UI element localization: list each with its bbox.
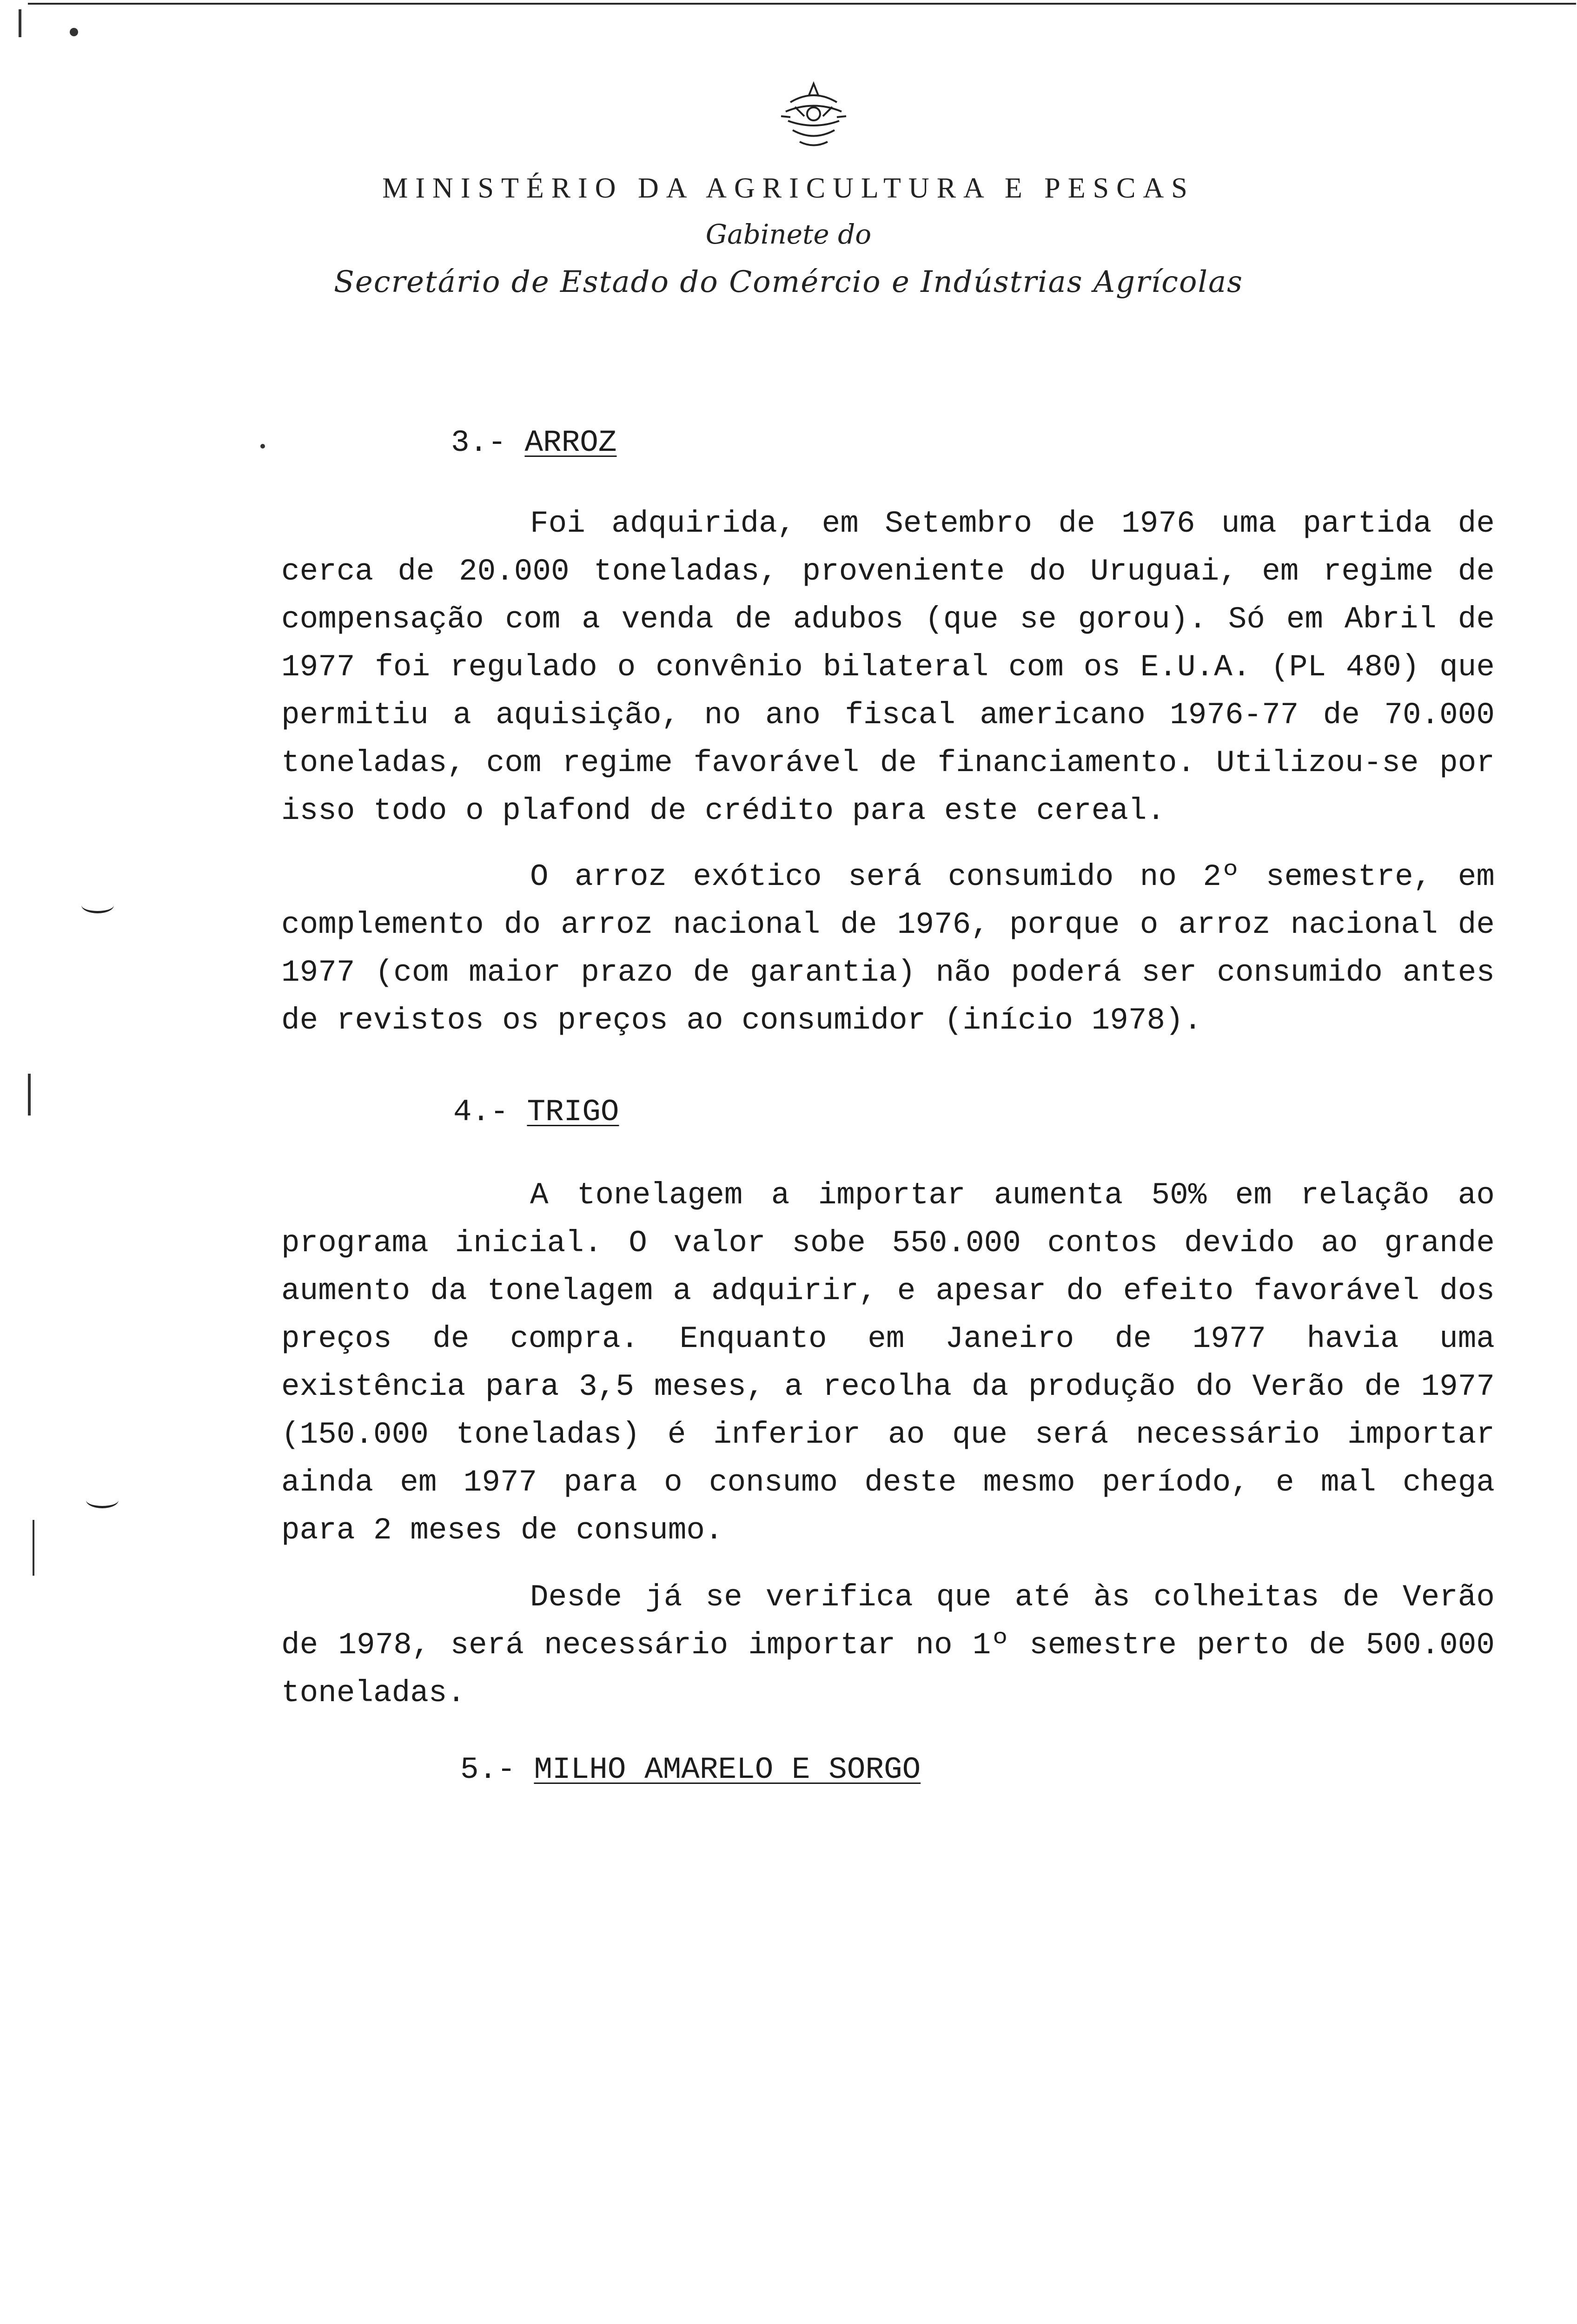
section-heading [451, 425, 616, 460]
scan-mark [70, 28, 78, 36]
secretary-title: Secretário de Estado do Comércio e Indústrias Agrícolas [334, 265, 1243, 299]
section-number: 3.- [451, 425, 506, 460]
section-number: 5.- [460, 1752, 516, 1787]
paragraph: A tonelagem a importar aumenta 50% em relação ao programa inicial. O valor sobe 550.000 contos devido ao grande aumento da tonelagem a adquirir, e apesar do efeito favorável dos preços de compra. Enquanto em Janeiro de 1977 havia uma existência para 3,5 meses, a recolha da produção do Verão de 1977 (150.000 toneladas) é inferior ao que será necessário importar ainda em 1977 para o consumo deste mesmo período, e mal chega para 2 meses de consumo. [281, 1178, 1495, 1548]
emblem-icon [762, 74, 865, 158]
margin-mark [81, 897, 114, 913]
section-number: 4.- [453, 1095, 509, 1129]
paragraph: Foi adquirida, em Setembro de 1976 uma partida de cerca de 20.000 toneladas, proveniente do Uruguai, em regime de compensação com a venda de adubos (que se gorou). Só em Abril de 1977 foi regulado o convênio bilateral com os E.U.A. (PL 480) que permitiu a aquisição, no ano fiscal americano 1976-77 de 70.000 toneladas, com regime favorável de financiamento. Utilizou-se por isso todo o plafond de crédito para este cereal. [281, 506, 1495, 828]
paragraph: O arroz exótico será consumido no 2º semestre, em complemento do arroz nacional de 1976, porque o arroz nacional de 1977 (com maior prazo de garantia) não poderá ser consumido antes de revistos os preços ao consumidor (início 1978). [281, 859, 1495, 1038]
ministry-name: MINISTÉRIO DA AGRICULTURA E PESCAS [382, 172, 1195, 204]
section-heading [453, 1095, 619, 1129]
office-name: Gabinete do [705, 218, 872, 250]
margin-mark [86, 1492, 119, 1508]
scan-mark [260, 444, 265, 449]
scan-mark [19, 9, 21, 37]
section-title: TRIGO [527, 1095, 619, 1129]
paragraph: Desde já se verifica que até às colheitas de Verão de 1978, será necessário importar no 1º semestre perto de 500.000 toneladas. [281, 1580, 1495, 1710]
scan-mark [33, 1520, 34, 1576]
section-heading [460, 1752, 921, 1787]
scan-mark [28, 1074, 31, 1116]
section-title: MILHO AMARELO E SORGO [534, 1752, 921, 1787]
top-rule [28, 3, 1576, 5]
section-title: ARROZ [524, 425, 617, 460]
